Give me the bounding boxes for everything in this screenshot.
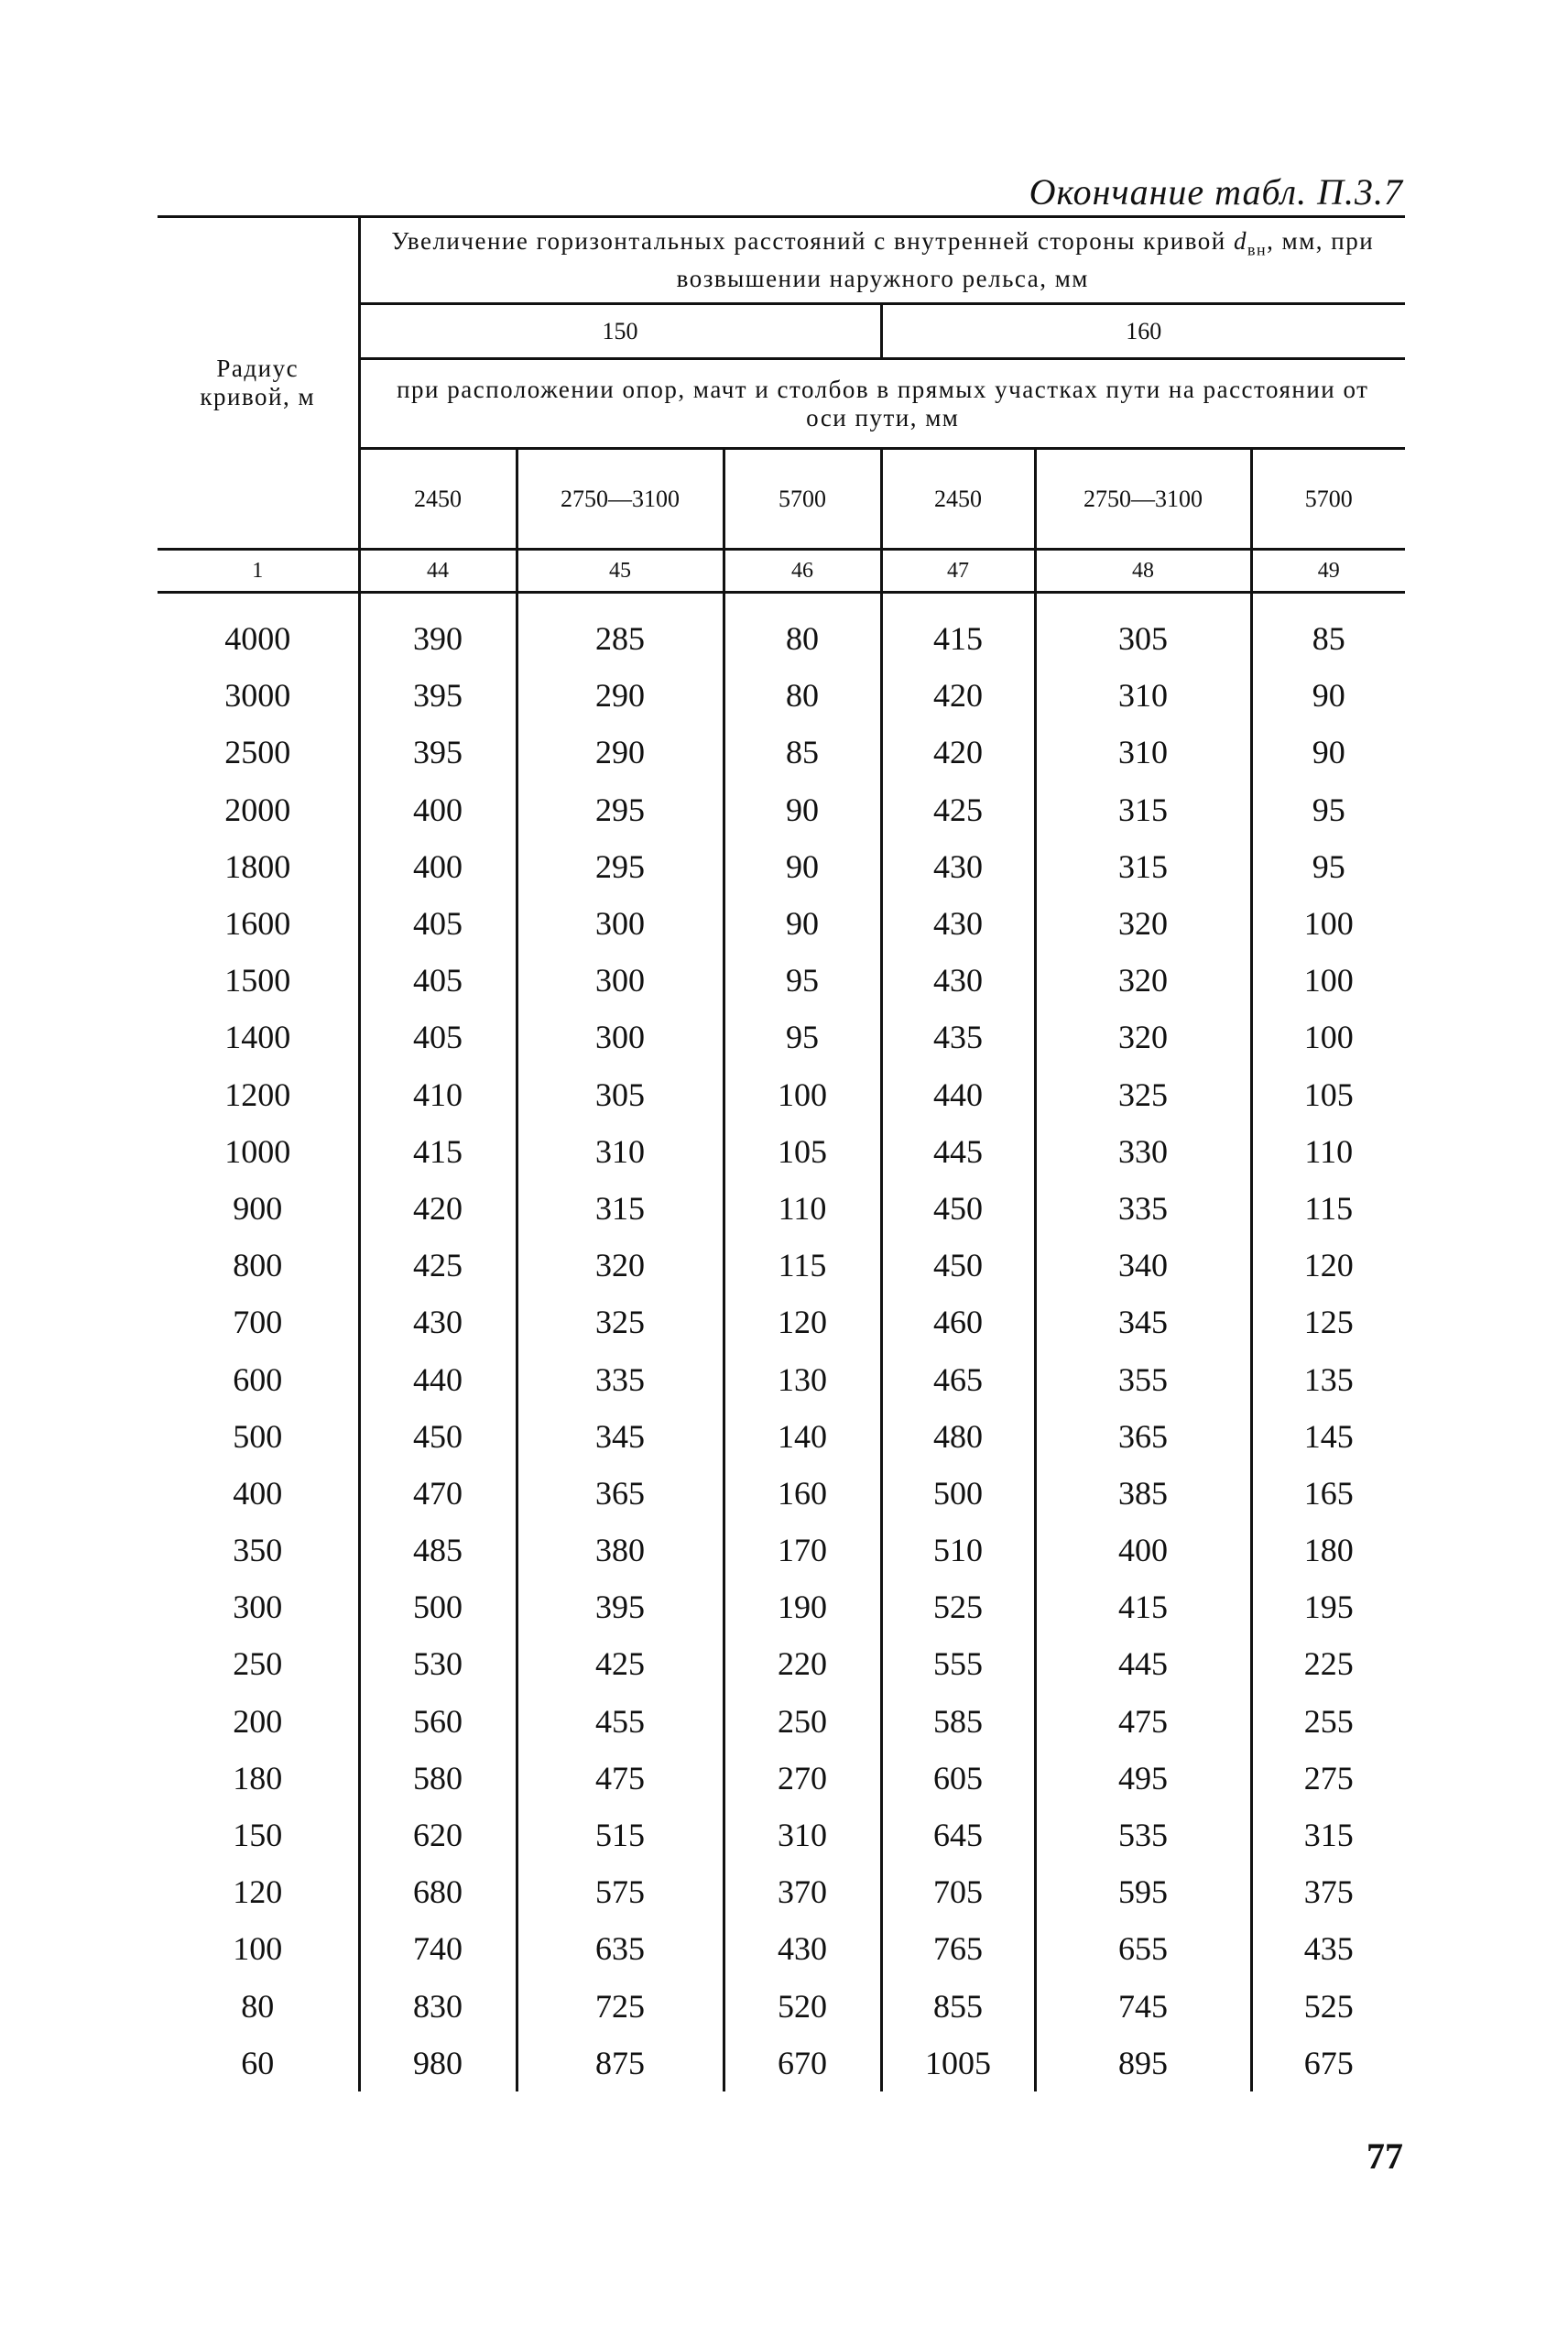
radius-cell: 100 (158, 1920, 359, 1977)
value-cell: 160 (724, 1465, 881, 1522)
value-cell: 125 (1251, 1294, 1405, 1350)
table-row (158, 781, 1405, 838)
table-row (158, 1180, 1405, 1237)
radius-cell: 2500 (158, 724, 359, 781)
value-cell: 485 (413, 1532, 463, 1569)
value-cell: 110 (724, 1180, 881, 1237)
value-cell: 440 (413, 1360, 463, 1398)
value-cell: 745 (1035, 1978, 1251, 2035)
value-cell: 145 (1251, 1408, 1405, 1465)
value-cell: 100 (724, 1066, 881, 1123)
radius-cell: 800 (158, 1237, 359, 1294)
radius-cell: 1500 (158, 952, 359, 1009)
value-cell: 310 (724, 1807, 881, 1863)
value-cell: 320 (1035, 895, 1251, 952)
value-cell: 285 (517, 593, 724, 668)
distance-header-2: 2750—3100 (517, 449, 724, 550)
value-cell: 420 (881, 667, 1035, 724)
value-cell: 95 (724, 1009, 881, 1065)
table-row (158, 1465, 1405, 1522)
table-row (158, 1408, 1405, 1465)
value-cell: 85 (724, 724, 881, 781)
value-cell: 345 (517, 1408, 724, 1465)
value-cell: 525 (1251, 1978, 1405, 2035)
value-cell: 515 (517, 1807, 724, 1863)
value-cell: 95 (724, 952, 881, 1009)
value-cell: 455 (517, 1693, 724, 1750)
value-cell: 395 (413, 677, 463, 715)
table-row (158, 667, 1405, 724)
value-cell: 85 (1251, 593, 1405, 668)
table-row (158, 1009, 1405, 1065)
radius-cell: 80 (158, 1978, 359, 2035)
radius-cell: 1200 (158, 1066, 359, 1123)
value-cell: 390 (413, 620, 463, 658)
value-cell: 90 (724, 781, 881, 838)
value-cell: 330 (1035, 1123, 1251, 1180)
distance-header-4: 2450 (881, 449, 1035, 550)
radius-cell: 1600 (158, 895, 359, 952)
table-row (158, 952, 1405, 1009)
radius-cell: 350 (158, 1522, 359, 1578)
value-cell: 290 (517, 724, 724, 781)
value-cell: 100 (1251, 895, 1405, 952)
value-cell: 320 (1035, 952, 1251, 1009)
value-cell: 510 (881, 1522, 1035, 1578)
table-body (158, 593, 1405, 2091)
value-cell: 420 (413, 1189, 463, 1227)
value-cell: 430 (413, 1304, 463, 1341)
value-cell: 365 (517, 1465, 724, 1522)
elevation-150: 150 (359, 304, 881, 359)
value-cell: 395 (517, 1578, 724, 1635)
distance-header-6: 5700 (1251, 449, 1405, 550)
distance-header-3: 5700 (724, 449, 881, 550)
value-cell: 275 (1251, 1750, 1405, 1807)
value-cell: 430 (881, 895, 1035, 952)
value-cell: 300 (517, 895, 724, 952)
table-row (158, 1920, 1405, 1977)
main-header-line1: Увеличение горизонтальных расстояний с внутренней стороны кривой (391, 227, 1226, 256)
value-cell: 605 (881, 1750, 1035, 1807)
value-cell: 345 (1035, 1294, 1251, 1350)
value-cell: 470 (413, 1474, 463, 1512)
table-caption: Окончание табл. П.3.7 (1029, 171, 1403, 213)
table-row (158, 1807, 1405, 1863)
value-cell: 225 (1251, 1635, 1405, 1692)
value-cell: 115 (724, 1237, 881, 1294)
value-cell: 220 (724, 1635, 881, 1692)
header-variable-subscript: вн (1247, 240, 1268, 259)
value-cell: 250 (724, 1693, 881, 1750)
value-cell: 445 (881, 1123, 1035, 1180)
value-cell: 725 (517, 1978, 724, 2035)
column-number-49: 49 (1251, 550, 1405, 593)
value-cell: 255 (1251, 1693, 1405, 1750)
value-cell: 100 (1251, 952, 1405, 1009)
table-row (158, 1578, 1405, 1635)
value-cell: 80 (724, 593, 881, 668)
value-cell: 140 (724, 1408, 881, 1465)
stub-header: Радиус кривой, м (158, 217, 359, 550)
value-cell: 415 (881, 593, 1035, 668)
column-number-47: 47 (881, 550, 1035, 593)
value-cell: 130 (724, 1350, 881, 1407)
radius-cell: 300 (158, 1578, 359, 1635)
column-number-45: 45 (517, 550, 724, 593)
value-cell: 95 (1251, 781, 1405, 838)
value-cell: 430 (724, 1920, 881, 1977)
value-cell: 385 (1035, 1465, 1251, 1522)
value-cell: 310 (1035, 667, 1251, 724)
radius-cell: 60 (158, 2035, 359, 2091)
table-row (158, 1350, 1405, 1407)
value-cell: 680 (413, 1873, 463, 1911)
radius-cell: 4000 (158, 593, 359, 668)
value-cell: 380 (517, 1522, 724, 1578)
value-cell: 895 (1035, 2035, 1251, 2091)
value-cell: 315 (1035, 781, 1251, 838)
value-cell: 105 (724, 1123, 881, 1180)
value-cell: 295 (517, 838, 724, 895)
value-cell: 1005 (881, 2035, 1035, 2091)
radius-cell: 200 (158, 1693, 359, 1750)
table-row (158, 895, 1405, 952)
value-cell: 405 (413, 962, 463, 999)
value-cell: 500 (413, 1589, 463, 1626)
elevation-160: 160 (881, 304, 1405, 359)
radius-cell: 700 (158, 1294, 359, 1350)
value-cell: 560 (413, 1702, 463, 1740)
value-cell: 575 (517, 1863, 724, 1920)
table-row (158, 1693, 1405, 1750)
value-cell: 830 (413, 1987, 463, 2025)
value-cell: 375 (1251, 1863, 1405, 1920)
value-cell: 115 (1251, 1180, 1405, 1237)
table-row (158, 724, 1405, 781)
value-cell: 335 (1035, 1180, 1251, 1237)
table-row (158, 1522, 1405, 1578)
value-cell: 305 (1035, 593, 1251, 668)
radius-cell: 500 (158, 1408, 359, 1465)
value-cell: 340 (1035, 1237, 1251, 1294)
value-cell: 90 (724, 838, 881, 895)
value-cell: 425 (413, 1247, 463, 1284)
value-cell: 80 (724, 667, 881, 724)
value-cell: 415 (1035, 1578, 1251, 1635)
value-cell: 310 (1035, 724, 1251, 781)
value-cell: 310 (517, 1123, 724, 1180)
value-cell: 325 (517, 1294, 724, 1350)
position-header: при расположении опор, мачт и столбов в прямых участках пути на расстоянии от оси пути, мм (359, 359, 1405, 449)
value-cell: 420 (881, 724, 1035, 781)
value-cell: 120 (1251, 1237, 1405, 1294)
value-cell: 980 (413, 2044, 463, 2081)
table-row (158, 1066, 1405, 1123)
value-cell: 405 (413, 1019, 463, 1056)
header-variable: d (1233, 227, 1247, 256)
value-cell: 305 (517, 1066, 724, 1123)
column-number-44: 44 (359, 550, 517, 593)
table-row (158, 1863, 1405, 1920)
value-cell: 95 (1251, 838, 1405, 895)
table-row (158, 1123, 1405, 1180)
value-cell: 190 (724, 1578, 881, 1635)
value-cell: 300 (517, 1009, 724, 1065)
value-cell: 320 (1035, 1009, 1251, 1065)
value-cell: 370 (724, 1863, 881, 1920)
value-cell: 585 (881, 1693, 1035, 1750)
radius-cell: 250 (158, 1635, 359, 1692)
value-cell: 105 (1251, 1066, 1405, 1123)
value-cell: 450 (881, 1237, 1035, 1294)
radius-cell: 600 (158, 1350, 359, 1407)
value-cell: 170 (724, 1522, 881, 1578)
value-cell: 315 (1251, 1807, 1405, 1863)
radius-cell: 2000 (158, 781, 359, 838)
value-cell: 290 (517, 667, 724, 724)
distance-header-5: 2750—3100 (1035, 449, 1251, 550)
radius-cell: 1000 (158, 1123, 359, 1180)
value-cell: 320 (517, 1237, 724, 1294)
value-cell: 400 (413, 791, 463, 828)
value-cell: 395 (413, 734, 463, 771)
radius-cell: 120 (158, 1863, 359, 1920)
value-cell: 535 (1035, 1807, 1251, 1863)
value-cell: 495 (1035, 1750, 1251, 1807)
value-cell: 450 (413, 1417, 463, 1455)
value-cell: 500 (881, 1465, 1035, 1522)
value-cell: 195 (1251, 1578, 1405, 1635)
value-cell: 400 (413, 847, 463, 885)
radius-cell: 3000 (158, 667, 359, 724)
table-row (158, 1635, 1405, 1692)
value-cell: 475 (517, 1750, 724, 1807)
value-cell: 465 (881, 1350, 1035, 1407)
value-cell: 315 (517, 1180, 724, 1237)
table-row (158, 593, 1405, 668)
value-cell: 405 (413, 905, 463, 943)
main-header-line2: , мм, при возвышении наружного рельса, мм (676, 227, 1375, 292)
value-cell: 705 (881, 1863, 1035, 1920)
main-header (359, 217, 1405, 304)
column-number-46: 46 (724, 550, 881, 593)
value-cell: 520 (724, 1978, 881, 2035)
value-cell: 110 (1251, 1123, 1405, 1180)
value-cell: 300 (517, 952, 724, 1009)
value-cell: 425 (517, 1635, 724, 1692)
value-cell: 620 (413, 1817, 463, 1854)
table-row (158, 1978, 1405, 2035)
value-cell: 440 (881, 1066, 1035, 1123)
value-cell: 635 (517, 1920, 724, 1977)
value-cell: 365 (1035, 1408, 1251, 1465)
value-cell: 670 (724, 2035, 881, 2091)
value-cell: 415 (413, 1132, 463, 1170)
value-cell: 530 (413, 1645, 463, 1683)
value-cell: 435 (881, 1009, 1035, 1065)
table-row (158, 838, 1405, 895)
table-row (158, 1294, 1405, 1350)
value-cell: 450 (881, 1180, 1035, 1237)
value-cell: 765 (881, 1920, 1035, 1977)
value-cell: 655 (1035, 1920, 1251, 1977)
value-cell: 315 (1035, 838, 1251, 895)
page-number: 77 (1367, 2135, 1403, 2177)
value-cell: 480 (881, 1408, 1035, 1465)
value-cell: 120 (724, 1294, 881, 1350)
value-cell: 90 (1251, 724, 1405, 781)
table-row (158, 1237, 1405, 1294)
value-cell: 435 (1251, 1920, 1405, 1977)
value-cell: 295 (517, 781, 724, 838)
radius-cell: 1800 (158, 838, 359, 895)
value-cell: 410 (413, 1076, 463, 1113)
value-cell: 555 (881, 1635, 1035, 1692)
radius-cell: 400 (158, 1465, 359, 1522)
value-cell: 855 (881, 1978, 1035, 2035)
value-cell: 400 (1035, 1522, 1251, 1578)
value-cell: 270 (724, 1750, 881, 1807)
value-cell: 335 (517, 1350, 724, 1407)
column-number-1: 1 (158, 550, 359, 593)
radius-cell: 150 (158, 1807, 359, 1863)
value-cell: 165 (1251, 1465, 1405, 1522)
value-cell: 430 (881, 838, 1035, 895)
value-cell: 460 (881, 1294, 1035, 1350)
value-cell: 525 (881, 1578, 1035, 1635)
value-cell: 135 (1251, 1350, 1405, 1407)
data-table (158, 215, 1405, 2091)
radius-cell: 180 (158, 1750, 359, 1807)
data-table-container (158, 215, 1405, 2091)
table-row (158, 2035, 1405, 2091)
value-cell: 740 (413, 1930, 463, 1968)
value-cell: 355 (1035, 1350, 1251, 1407)
value-cell: 430 (881, 952, 1035, 1009)
value-cell: 180 (1251, 1522, 1405, 1578)
value-cell: 100 (1251, 1009, 1405, 1065)
table-row (158, 1750, 1405, 1807)
value-cell: 875 (517, 2035, 724, 2091)
value-cell: 475 (1035, 1693, 1251, 1750)
value-cell: 445 (1035, 1635, 1251, 1692)
value-cell: 675 (1251, 2035, 1405, 2091)
value-cell: 595 (1035, 1863, 1251, 1920)
value-cell: 645 (881, 1807, 1035, 1863)
distance-header-1: 2450 (414, 485, 462, 512)
column-number-48: 48 (1035, 550, 1251, 593)
value-cell: 425 (881, 781, 1035, 838)
value-cell: 325 (1035, 1066, 1251, 1123)
radius-cell: 1400 (158, 1009, 359, 1065)
radius-cell: 900 (158, 1180, 359, 1237)
value-cell: 90 (1251, 667, 1405, 724)
value-cell: 90 (724, 895, 881, 952)
value-cell: 580 (413, 1759, 463, 1796)
